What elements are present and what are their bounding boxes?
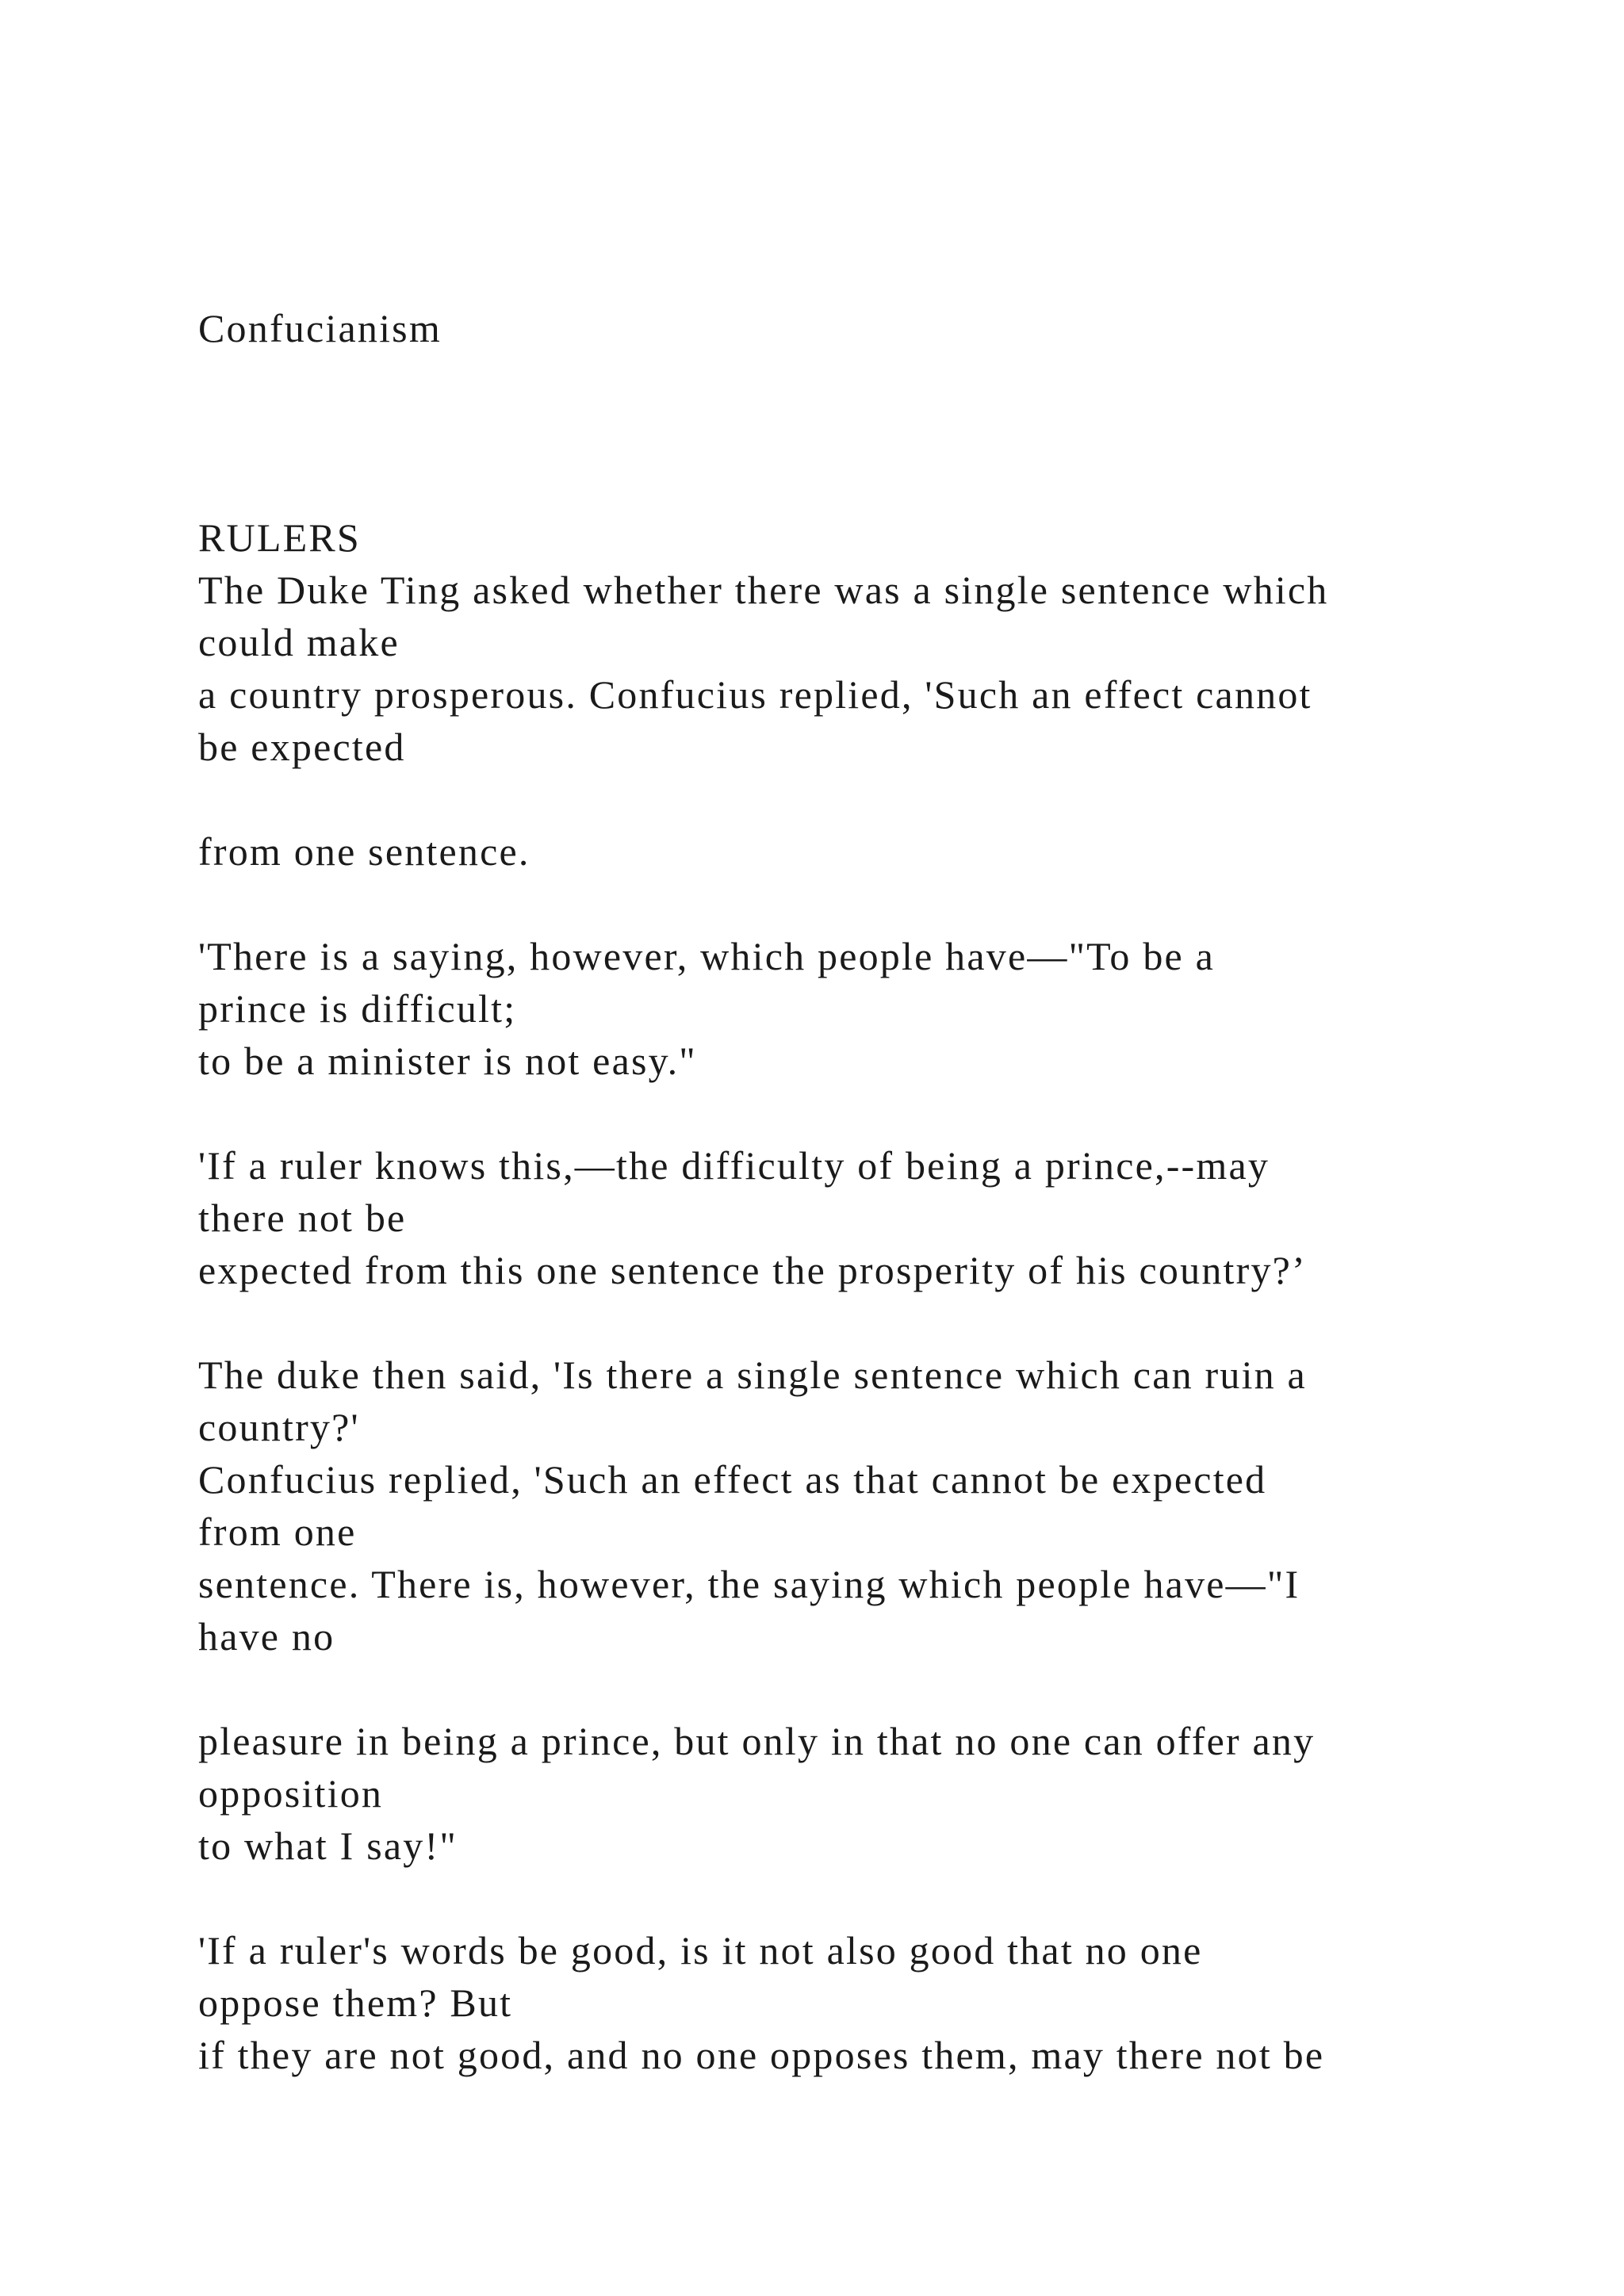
section-heading: RULERS [198,515,361,560]
body-line: expected from this one sentence the prosperity of his country?’ [198,1248,1307,1292]
document-title: Confucianism [198,306,442,350]
body-line: pleasure in being a prince, but only in that no one can offer any [198,1719,1316,1763]
body-line: 'There is a saying, however, which people have—"To be a [198,934,1216,978]
body-line: to what I say!" [198,1823,458,1868]
body-line: opposition [198,1771,384,1816]
body-line: a country prosperous. Confucius replied, 'Such an effect cannot [198,672,1312,717]
body-line: Confucius replied, 'Such an effect as that cannot be expected [198,1457,1267,1502]
body-line: there not be [198,1196,407,1240]
body-line: 'If a ruler's words be good, is it not also good that no one [198,1928,1203,1973]
body-line: oppose them? But [198,1980,513,2025]
body-line: from one sentence. [198,829,530,874]
body-line: 'If a ruler knows this,—the difficulty of being a prince,--may [198,1143,1270,1188]
body-line: from one [198,1510,357,1554]
body-line: The Duke Ting asked whether there was a single sentence which [198,568,1329,612]
body-line: The duke then said, 'Is there a single sentence which can ruin a [198,1353,1307,1397]
body-line: could make [198,620,400,664]
body-line: have no [198,1614,335,1659]
body-line: sentence. There is, however, the saying which people have—"I [198,1562,1300,1606]
body-line: to be a minister is not easy." [198,1039,697,1083]
body-line: be expected [198,725,406,769]
body-line: prince is difficult; [198,986,517,1031]
body-line: country?' [198,1405,360,1449]
body-line: if they are not good, and no one opposes them, may there not be [198,2033,1325,2077]
